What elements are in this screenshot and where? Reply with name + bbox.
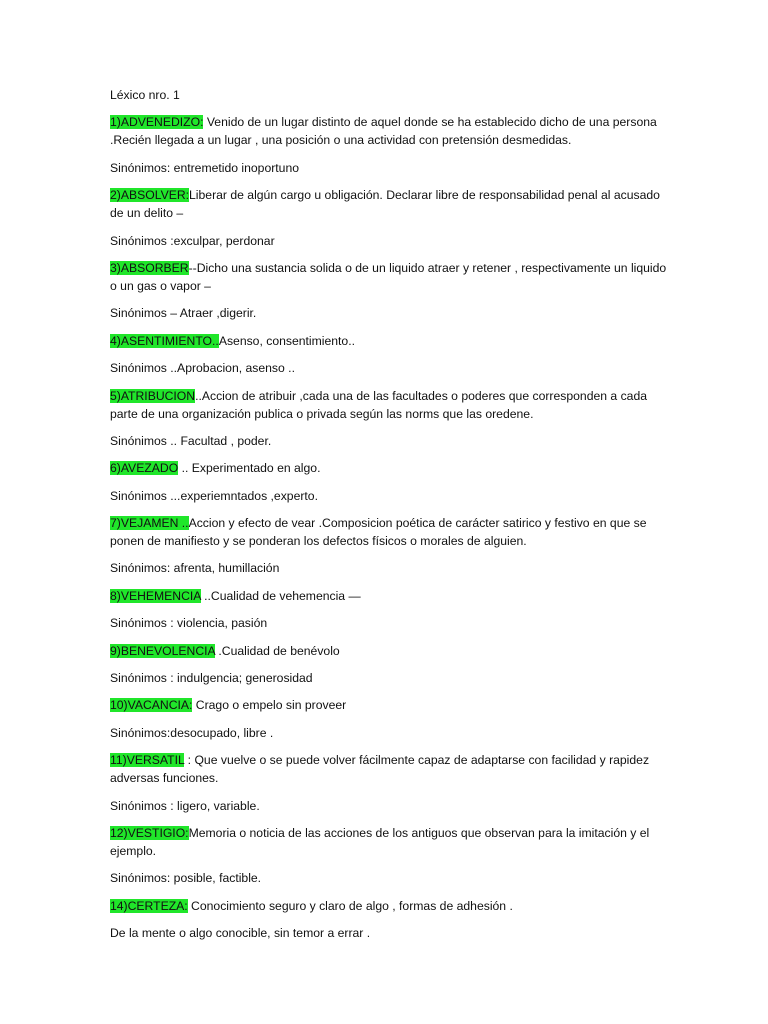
definition-text: Accion y efecto de vear .Composicion poética de carácter satirico y festivo en que se ponen de manifiesto y se ponderan los defectos físicos o morales de alguien. (110, 516, 647, 549)
definition-text: --Dicho una sustancia solida o de un liquido atraer y retener , respectivamente un liquido o un gas o vapor – (110, 260, 667, 293)
highlighted-term: 2)ABSOLVER: (110, 188, 190, 203)
paragraph-list (110, 113, 670, 942)
definition-paragraph (110, 113, 670, 149)
synonyms-paragraph (110, 797, 670, 815)
synonyms-paragraph (110, 359, 670, 377)
paragraph-text: Sinónimos: entremetido inoportuno (110, 160, 300, 175)
highlighted-term: 6)AVEZADO (110, 461, 179, 476)
definition-paragraph (110, 514, 670, 550)
paragraph-text: Sinónimos .. Facultad , poder. (110, 433, 272, 448)
highlighted-term: 1)ADVENEDIZO: (110, 115, 204, 130)
paragraph-text: Sinónimos : indulgencia; generosidad (110, 671, 313, 686)
paragraph-text: Sinónimos: posible, factible. (110, 871, 262, 886)
definition-paragraph (110, 186, 670, 222)
paragraph-text: Sinónimos – Atraer ,digerir. (110, 306, 257, 321)
synonyms-paragraph (110, 487, 670, 505)
paragraph-text: Sinónimos : violencia, pasión (110, 616, 268, 631)
synonyms-paragraph (110, 304, 670, 322)
definition-text: Conocimiento seguro y claro de algo , formas de adhesión . (187, 898, 513, 913)
synonyms-paragraph (110, 924, 670, 942)
synonyms-paragraph (110, 869, 670, 887)
definition-text: .. Experimentado en algo. (178, 461, 321, 476)
definition-text: Memoria o noticia de las acciones de los antiguos que observan para la imitación y el ejemplo. (110, 825, 650, 858)
highlighted-term: 9)BENEVOLENCIA (110, 643, 215, 658)
definition-text: : Que vuelve o se puede volver fácilmente capaz de adaptarse con facilidad y rapidez adversas funciones. (110, 753, 650, 786)
definition-text: Crago o empelo sin proveer (192, 698, 347, 713)
highlighted-term: 8)VEHEMENCIA (110, 588, 201, 603)
highlighted-term: 4)ASENTIMIENTO.. (110, 333, 219, 348)
paragraph-text: Sinónimos: afrenta, humillación (110, 561, 280, 576)
definition-paragraph (110, 332, 670, 350)
definition-text: ..Accion de atribuir ,cada una de las facultades o poderes que corresponden a cada parte de una organización publica o privada según las norms que las oredene. (110, 388, 648, 421)
definition-text: Venido de un lugar distinto de aquel donde se ha establecido dicho de una persona .Recién llegada a un lugar , una posición o una actividad con pretensión desmedidas. (110, 115, 657, 148)
synonyms-paragraph (110, 669, 670, 687)
highlighted-term: 7)VEJAMEN .. (110, 516, 189, 531)
definition-paragraph (110, 642, 670, 660)
definition-text: .Cualidad de benévolo (215, 643, 340, 658)
definition-paragraph (110, 587, 670, 605)
definition-text: Asenso, consentimiento.. (218, 333, 355, 348)
document-title: Léxico nro. 1 (110, 88, 180, 102)
definition-paragraph (110, 259, 670, 295)
paragraph-text: Sinónimos ..Aprobacion, asenso .. (110, 361, 295, 376)
highlighted-term: 12)VESTIGIO: (110, 825, 189, 840)
paragraph-text: Sinónimos:desocupado, libre . (110, 725, 274, 740)
definition-paragraph (110, 696, 670, 714)
paragraph-text: Sinónimos : ligero, variable. (110, 798, 260, 813)
synonyms-paragraph (110, 559, 670, 577)
definition-paragraph (110, 751, 670, 787)
synonyms-paragraph (110, 614, 670, 632)
highlighted-term: 5)ATRIBUCION (110, 388, 196, 403)
highlighted-term: 10)VACANCIA: (110, 698, 193, 713)
paragraph-text: Sinónimos ...experiemntados ,experto. (110, 488, 318, 503)
highlighted-term: 11)VERSATIL (110, 753, 185, 768)
synonyms-paragraph (110, 432, 670, 450)
definition-text: ..Cualidad de vehemencia — (200, 588, 361, 603)
document-page (110, 86, 670, 952)
definition-paragraph (110, 824, 670, 860)
definition-paragraph (110, 387, 670, 423)
synonyms-paragraph (110, 232, 670, 250)
highlighted-term: 14)CERTEZA: (110, 898, 188, 913)
synonyms-paragraph (110, 724, 670, 742)
paragraph-text: Sinónimos :exculpar, perdonar (110, 233, 275, 248)
paragraph-text: De la mente o algo conocible, sin temor a errar . (110, 926, 371, 941)
definition-paragraph (110, 897, 670, 915)
synonyms-paragraph (110, 159, 670, 177)
definition-paragraph (110, 459, 670, 477)
definition-text: Liberar de algún cargo u obligación. Declarar libre de responsabilidad penal al acusado de un delito – (110, 188, 660, 221)
highlighted-term: 3)ABSORBER (110, 260, 189, 275)
